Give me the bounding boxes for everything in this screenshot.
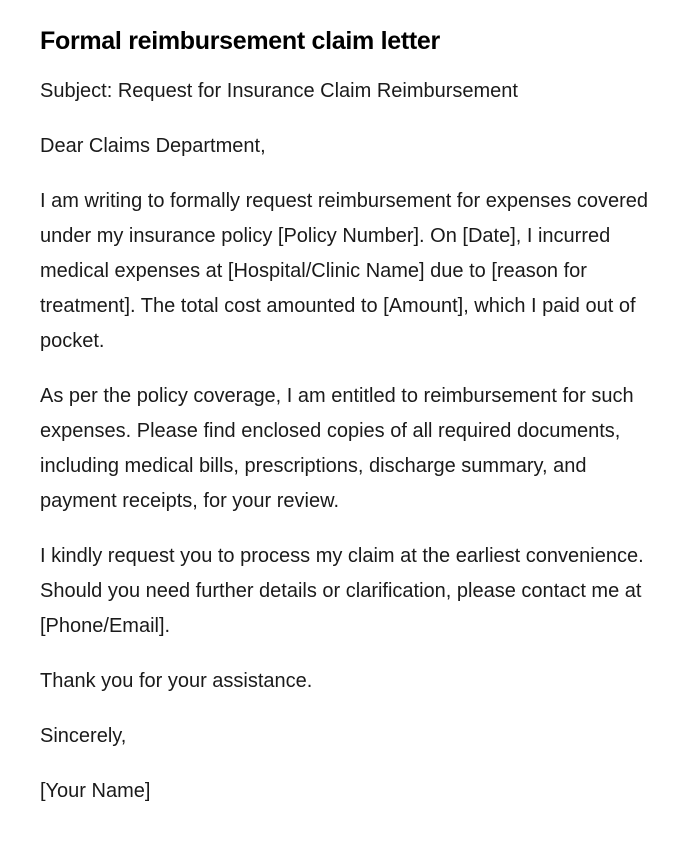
page-title: Formal reimbursement claim letter [40,27,440,55]
subject-line: Subject: Request for Insurance Claim Reimbursement [40,80,518,102]
body-paragraph-1: I am writing to formally request reimbursement for expenses covered under my insurance policy [Policy Number]. On [Date], I incurred medical expenses at [Hospital/Clinic Name] due to [reason for treatment]. The total cost amounted to [Amount], which I paid out of pocket. [40,190,649,352]
salutation: Dear Claims Department, [40,135,266,157]
thanks-line: Thank you for your assistance. [40,670,313,692]
body-paragraph-2: As per the policy coverage, I am entitled to reimbursement for such expenses. Please find enclosed copies of all required documents, including medical bills, prescriptions, discharge summary, and payment receipts, for your review. [40,385,634,512]
signature-placeholder: [Your Name] [40,780,151,802]
closing-line: Sincerely, [40,725,127,747]
body-paragraph-3: I kindly request you to process my claim at the earliest convenience. Should you need further details or clarification, please contact me at [Phone/Email]. [40,545,644,637]
